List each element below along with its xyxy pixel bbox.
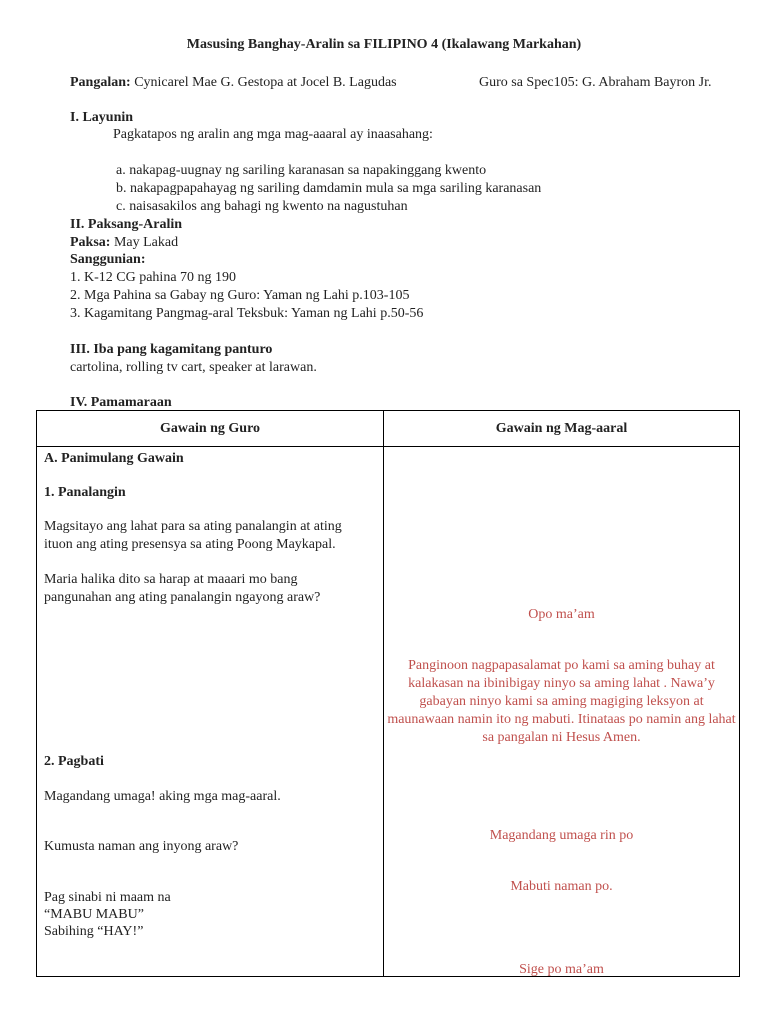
guro-text: ituon ang ating presensya sa ating Poong Maykapal. <box>44 537 336 552</box>
panalangin-heading: 1. Panalangin <box>44 485 126 500</box>
sanggunian-item-3: 3. Kagamitang Pangmag-aral Teksbuk: Yaman ng Lahi p.50-56 <box>70 306 424 321</box>
document-title: Masusing Banghay-Aralin sa FILIPINO 4 (Ikalawang Markahan) <box>186 37 582 52</box>
name-line <box>70 74 397 92</box>
guro-text: Maria halika dito sa harap at maaari mo bang <box>44 572 298 587</box>
guro-text: “MABU MABU” <box>44 907 144 922</box>
sanggunian-label: Sanggunian: <box>70 252 146 267</box>
lesson-plan-table <box>36 410 740 977</box>
student-response: Sige po ma’am <box>519 962 604 977</box>
guro-text: Sabihing “HAY!” <box>44 924 144 939</box>
section-a-heading: A. Panimulang Gawain <box>44 451 184 466</box>
guro-text: Kumusta naman ang inyong araw? <box>44 839 239 854</box>
student-response: Opo ma’am <box>528 607 595 622</box>
column-header-magaaral: Gawain ng Mag-aaral <box>384 411 740 447</box>
paksa-line <box>70 234 178 252</box>
teacher-line: Guro sa Spec105: G. Abraham Bayron Jr. <box>479 75 712 90</box>
guro-cell <box>37 447 384 977</box>
student-response: Magandang umaga rin po <box>489 828 634 843</box>
kagamitan-text: cartolina, rolling tv cart, speaker at larawan. <box>70 360 317 375</box>
layunin-intro: Pagkatapos ng aralin ang mga mag-aaaral ay inaasahang: <box>113 127 433 142</box>
guro-text: pangunahan ang ating panalangin ngayong araw? <box>44 590 321 605</box>
magaaral-cell <box>384 447 740 977</box>
name-label: Pangalan: <box>70 75 131 90</box>
kagamitan-heading: III. Iba pang kagamitang panturo <box>70 342 273 357</box>
sanggunian-item-1: 1. K-12 CG pahina 70 ng 190 <box>70 270 237 285</box>
layunin-item-a: a. nakapag-uugnay ng sariling karanasan sa napakinggang kwento <box>116 163 487 178</box>
pagbati-heading: 2. Pagbati <box>44 754 104 769</box>
guro-text: Magsitayo ang lahat para sa ating panalangin at ating <box>44 519 342 534</box>
student-response: Mabuti naman po. <box>510 879 613 894</box>
layunin-item-c: c. naisasakilos ang bahagi ng kwento na nagustuhan <box>116 199 408 214</box>
guro-text: Magandang umaga! aking mga mag-aaral. <box>44 789 281 804</box>
paksa-value: May Lakad <box>110 235 179 250</box>
paksa-label: Paksa: <box>70 235 111 250</box>
student-prayer: Panginoon nagpapasalamat po kami sa aming buhay at kalakasan na ibinibigay ninyo sa aming lahat . Nawa’y gabayan ninyo kami sa aming magiging leksyon at maunawaan namin ito ng mabuti. Itinataas po namin ang lahat sa pangalan ni Hesus Amen. <box>387 658 736 745</box>
paksang-aralin-heading: II. Paksang-Aralin <box>70 217 183 232</box>
column-header-guro: Gawain ng Guro <box>37 411 384 447</box>
layunin-item-b: b. nakapagpapahayag ng sariling damdamin mula sa mga sariling karanasan <box>116 181 542 196</box>
guro-text: Pag sinabi ni maam na <box>44 890 171 905</box>
sanggunian-item-2: 2. Mga Pahina sa Gabay ng Guro: Yaman ng Lahi p.103-105 <box>70 288 410 303</box>
name-value: Cynicarel Mae G. Gestopa at Jocel B. Lagudas <box>130 75 397 90</box>
layunin-heading: I. Layunin <box>70 110 134 125</box>
pamamaraan-heading: IV. Pamamaraan <box>70 395 172 410</box>
